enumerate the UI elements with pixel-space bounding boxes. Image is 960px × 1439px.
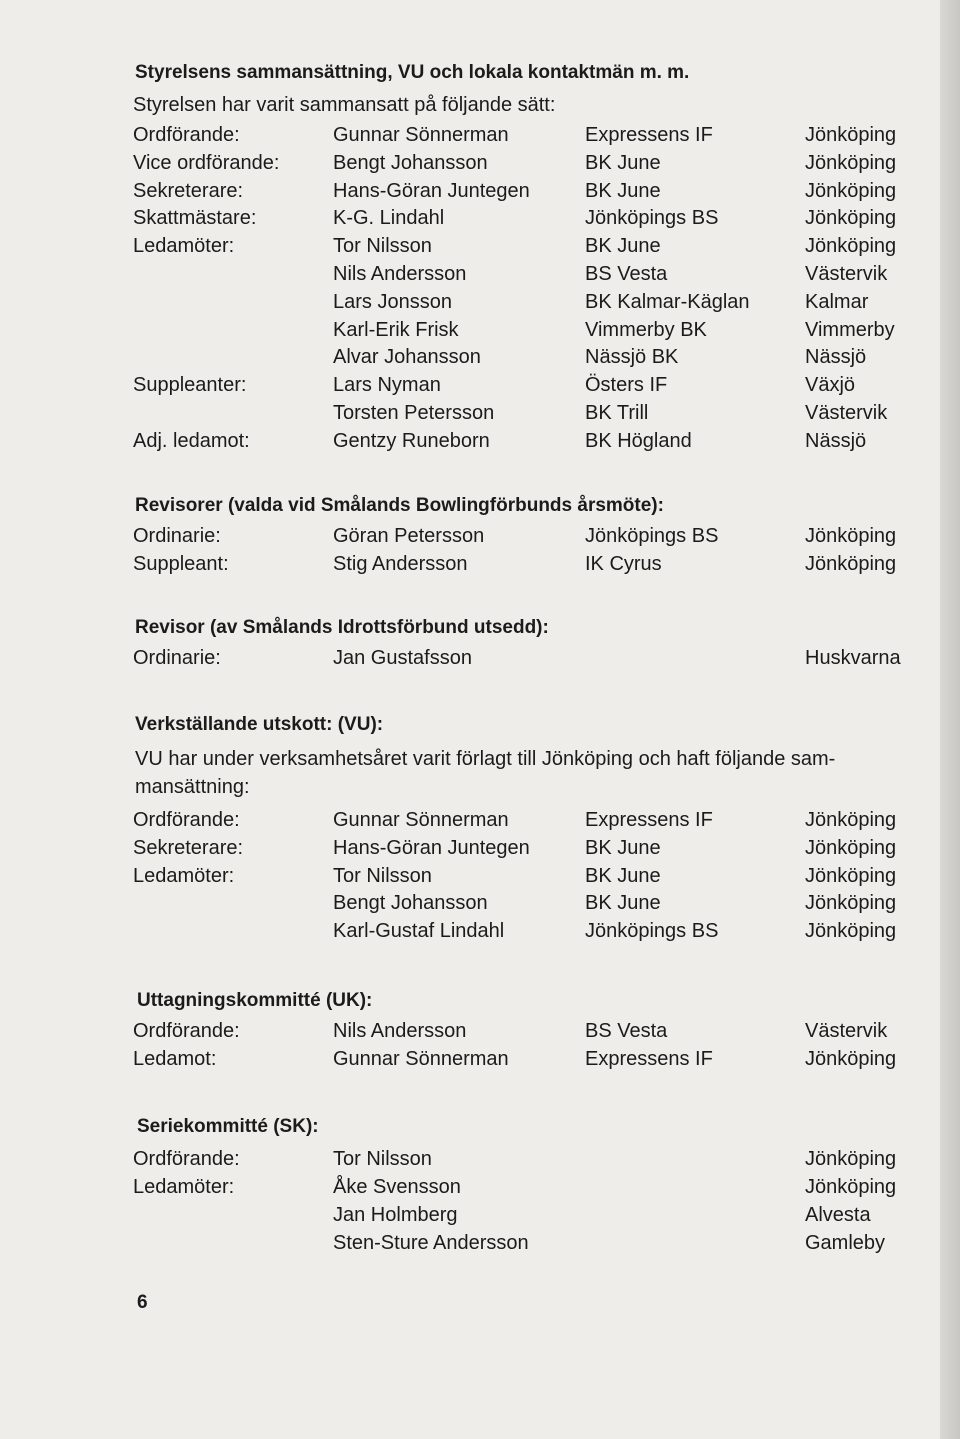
sk-row <box>0 1204 940 1232</box>
person-name: Tor Nilsson <box>333 864 432 887</box>
role-label: Ordförande: <box>133 809 240 831</box>
board-row <box>0 180 940 208</box>
vu-row <box>0 809 940 837</box>
role-label: Ledamöter: <box>133 1176 235 1198</box>
board-row <box>0 263 940 291</box>
club-name: BS Vesta <box>585 263 668 285</box>
club-name: Östers IF <box>585 374 668 397</box>
person-name: Torsten Petersson <box>333 402 495 424</box>
person-name: Tor Nilsson <box>333 235 432 258</box>
page-number: 6 <box>137 1292 148 1313</box>
role-label: Ordförande: <box>133 1148 240 1170</box>
club-name: BK June <box>585 864 661 887</box>
person-name: Jan Holmberg <box>333 1204 458 1226</box>
city-name: Huskvarna <box>805 647 901 669</box>
board-row <box>0 430 940 458</box>
city-name: Västervik <box>805 263 888 285</box>
vu-row <box>0 865 940 893</box>
board-row <box>0 235 940 263</box>
person-name: Hans-Göran Juntegen <box>333 836 530 859</box>
club-name: BK June <box>585 892 661 915</box>
role-label: Adj. ledamot: <box>133 429 250 452</box>
role-label: Ordförande: <box>133 124 240 146</box>
city-name: Västervik <box>805 402 888 424</box>
city-name: Alvesta <box>805 1204 871 1226</box>
person-name: Sten-Sture Andersson <box>333 1232 529 1254</box>
vu-row <box>0 892 940 920</box>
auditors-row <box>0 525 940 553</box>
person-name: Gunnar Sönnerman <box>333 809 509 831</box>
club-name: Jönköpings BS <box>585 920 719 943</box>
board-row <box>0 291 940 319</box>
vu-text-line1: VU har under verksamhetsåret varit förlagt till Jönköping och haft följande sam- <box>135 748 836 770</box>
person-name: Bengt Johansson <box>333 892 488 915</box>
uk-row <box>0 1048 940 1076</box>
board-row <box>0 124 940 152</box>
club-name: BK June <box>585 235 661 258</box>
role-label: Ledamöter: <box>133 235 235 258</box>
club-name: BK Kalmar-Käglan <box>585 290 750 313</box>
person-name: Stig Andersson <box>333 553 468 575</box>
person-name: Bengt Johansson <box>333 151 488 174</box>
city-name: Jönköping <box>805 235 897 258</box>
vu-row <box>0 837 940 865</box>
city-name: Jönköping <box>805 1148 897 1170</box>
person-name: Lars Nyman <box>333 374 441 397</box>
person-name: Gunnar Sönnerman <box>333 1048 509 1070</box>
sk-row <box>0 1232 940 1260</box>
person-name: Gentzy Runeborn <box>333 429 490 452</box>
person-name: Nils Andersson <box>333 1020 467 1042</box>
club-name: IK Cyrus <box>585 553 662 575</box>
auditors-heading: Revisorer (valda vid Smålands Bowlingförbunds årsmöte): <box>135 495 664 516</box>
club-name: Expressens IF <box>585 124 713 146</box>
club-name: BK Högland <box>585 429 692 452</box>
auditor2-heading: Revisor (av Smålands Idrottsförbund utsedd): <box>135 617 549 638</box>
role-label: Ordinarie: <box>133 525 221 547</box>
city-name: Jönköping <box>805 151 897 174</box>
person-name: Göran Petersson <box>333 525 485 547</box>
role-label: Skattmästare: <box>133 207 257 230</box>
person-name: K-G. Lindahl <box>333 207 445 230</box>
role-label: Sekreterare: <box>133 179 244 202</box>
sk-row <box>0 1176 940 1204</box>
person-name: Hans-Göran Juntegen <box>333 179 530 202</box>
uk-row <box>0 1020 940 1048</box>
sk-row <box>0 1148 940 1176</box>
person-name: Lars Jonsson <box>333 290 452 313</box>
role-label: Suppleanter: <box>133 374 247 397</box>
city-name: Nässjö <box>805 429 867 452</box>
role-label: Ledamot: <box>133 1048 217 1070</box>
auditors-row <box>0 553 940 581</box>
city-name: Jönköping <box>805 124 897 146</box>
city-name: Växjö <box>805 374 856 397</box>
club-name: BS Vesta <box>585 1020 668 1042</box>
person-name: Jan Gustafsson <box>333 647 472 669</box>
person-name: Tor Nilsson <box>333 1148 432 1170</box>
city-name: Jönköping <box>805 864 897 887</box>
city-name: Jönköping <box>805 207 897 230</box>
city-name: Jönköping <box>805 1176 897 1198</box>
sk-heading: Seriekommitté (SK): <box>137 1116 319 1137</box>
role-label: Ledamöter: <box>133 864 235 887</box>
role-label: Suppleant: <box>133 553 229 575</box>
club-name: Nässjö BK <box>585 346 679 369</box>
city-name: Jönköping <box>805 1048 897 1070</box>
city-name: Gamleby <box>805 1232 886 1254</box>
role-label: Ordinarie: <box>133 647 221 669</box>
person-name: Åke Svensson <box>333 1176 461 1198</box>
club-name: BK June <box>585 836 661 859</box>
club-name: BK June <box>585 151 661 174</box>
city-name: Jönköping <box>805 836 897 859</box>
person-name: Gunnar Sönnerman <box>333 124 509 146</box>
city-name: Jönköping <box>805 553 897 575</box>
board-row <box>0 207 940 235</box>
board-row <box>0 319 940 347</box>
role-label: Sekreterare: <box>133 836 244 859</box>
city-name: Västervik <box>805 1020 888 1042</box>
uk-heading: Uttagningskommitté (UK): <box>137 990 373 1011</box>
vu-text-line2: mansättning: <box>135 776 250 798</box>
board-row <box>0 402 940 430</box>
board-row <box>0 152 940 180</box>
person-name: Karl-Erik Frisk <box>333 318 459 341</box>
page-edge <box>940 0 960 1439</box>
board-row <box>0 374 940 402</box>
city-name: Vimmerby <box>805 318 895 341</box>
board-intro: Styrelsen har varit sammansatt på följande sätt: <box>133 94 556 116</box>
club-name: BK Trill <box>585 402 649 424</box>
board-row <box>0 346 940 374</box>
board-heading: Styrelsens sammansättning, VU och lokala kontaktmän m. m. <box>135 62 690 83</box>
auditor2-row <box>0 647 940 675</box>
city-name: Jönköping <box>805 892 897 915</box>
role-label: Ordförande: <box>133 1020 240 1042</box>
role-label: Vice ordförande: <box>133 151 280 174</box>
vu-heading: Verkställande utskott: (VU): <box>135 714 384 735</box>
club-name: Jönköpings BS <box>585 207 719 230</box>
club-name: BK June <box>585 179 661 202</box>
city-name: Jönköping <box>805 179 897 202</box>
city-name: Nässjö <box>805 346 867 369</box>
person-name: Nils Andersson <box>333 263 467 285</box>
club-name: Expressens IF <box>585 809 713 831</box>
city-name: Kalmar <box>805 290 869 313</box>
club-name: Vimmerby BK <box>585 318 707 341</box>
club-name: Jönköpings BS <box>585 525 719 547</box>
club-name: Expressens IF <box>585 1048 713 1070</box>
person-name: Alvar Johansson <box>333 346 481 369</box>
city-name: Jönköping <box>805 525 897 547</box>
person-name: Karl-Gustaf Lindahl <box>333 920 505 943</box>
city-name: Jönköping <box>805 809 897 831</box>
vu-row <box>0 920 940 948</box>
city-name: Jönköping <box>805 920 897 943</box>
